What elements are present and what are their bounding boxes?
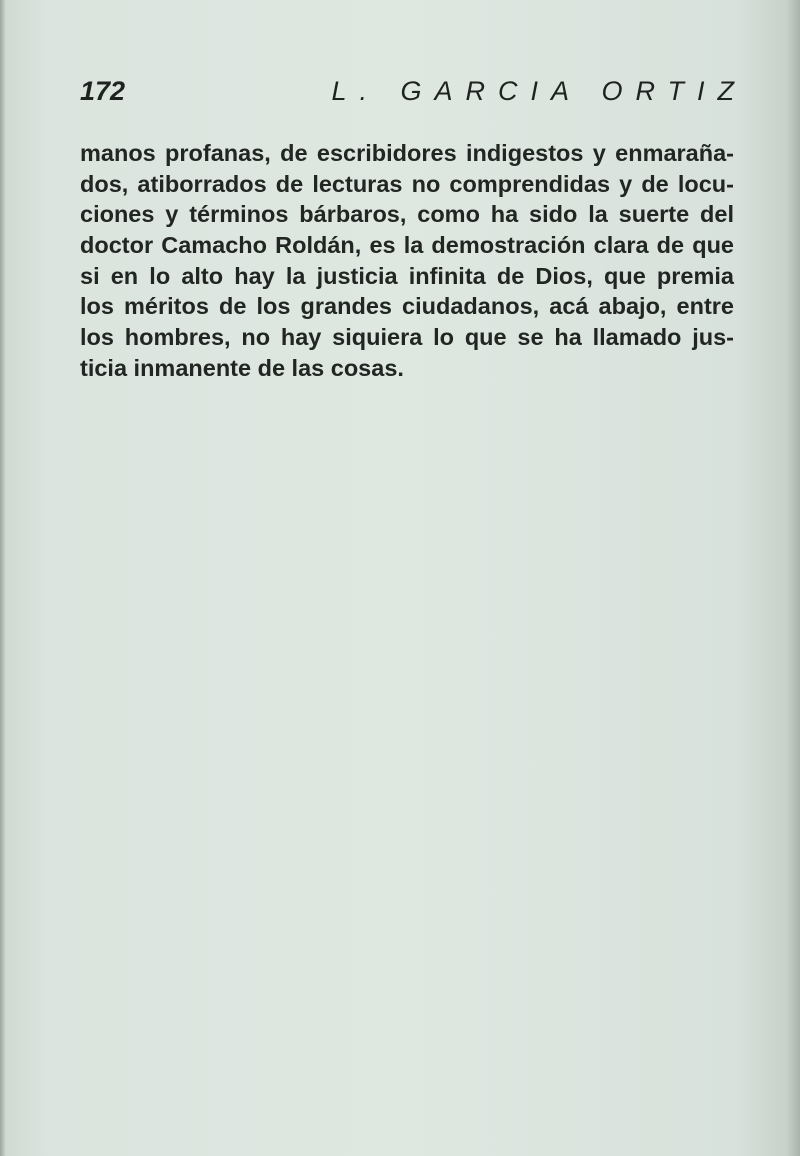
page-right-shadow <box>786 0 800 1156</box>
running-header <box>80 76 747 116</box>
body-paragraph <box>80 138 734 384</box>
page-number: 172 <box>80 76 126 106</box>
page-left-shadow <box>0 0 6 1156</box>
text-line: dos, atiborrados de lecturas no comprendidas y de locu- <box>80 170 734 197</box>
text-line: si en lo alto hay la justicia infinita de Dios, que premia <box>80 262 734 289</box>
text-line: ciones y términos bárbaros, como ha sido la suerte del <box>80 201 734 228</box>
text-line: los hombres, no hay siquiera lo que se ha llamado jus- <box>80 324 734 351</box>
text-line: los méritos de los grandes ciudadanos, acá abajo, entre <box>80 293 734 320</box>
text-line: manos profanas, de escribidores indigestos y enmaraña- <box>80 140 734 166</box>
text-line: ticia inmanente de las cosas. <box>80 354 404 381</box>
header-author: L. GARCIA ORTIZ <box>331 76 747 106</box>
text-line: doctor Camacho Roldán, es la demostración clara de que <box>80 232 734 259</box>
